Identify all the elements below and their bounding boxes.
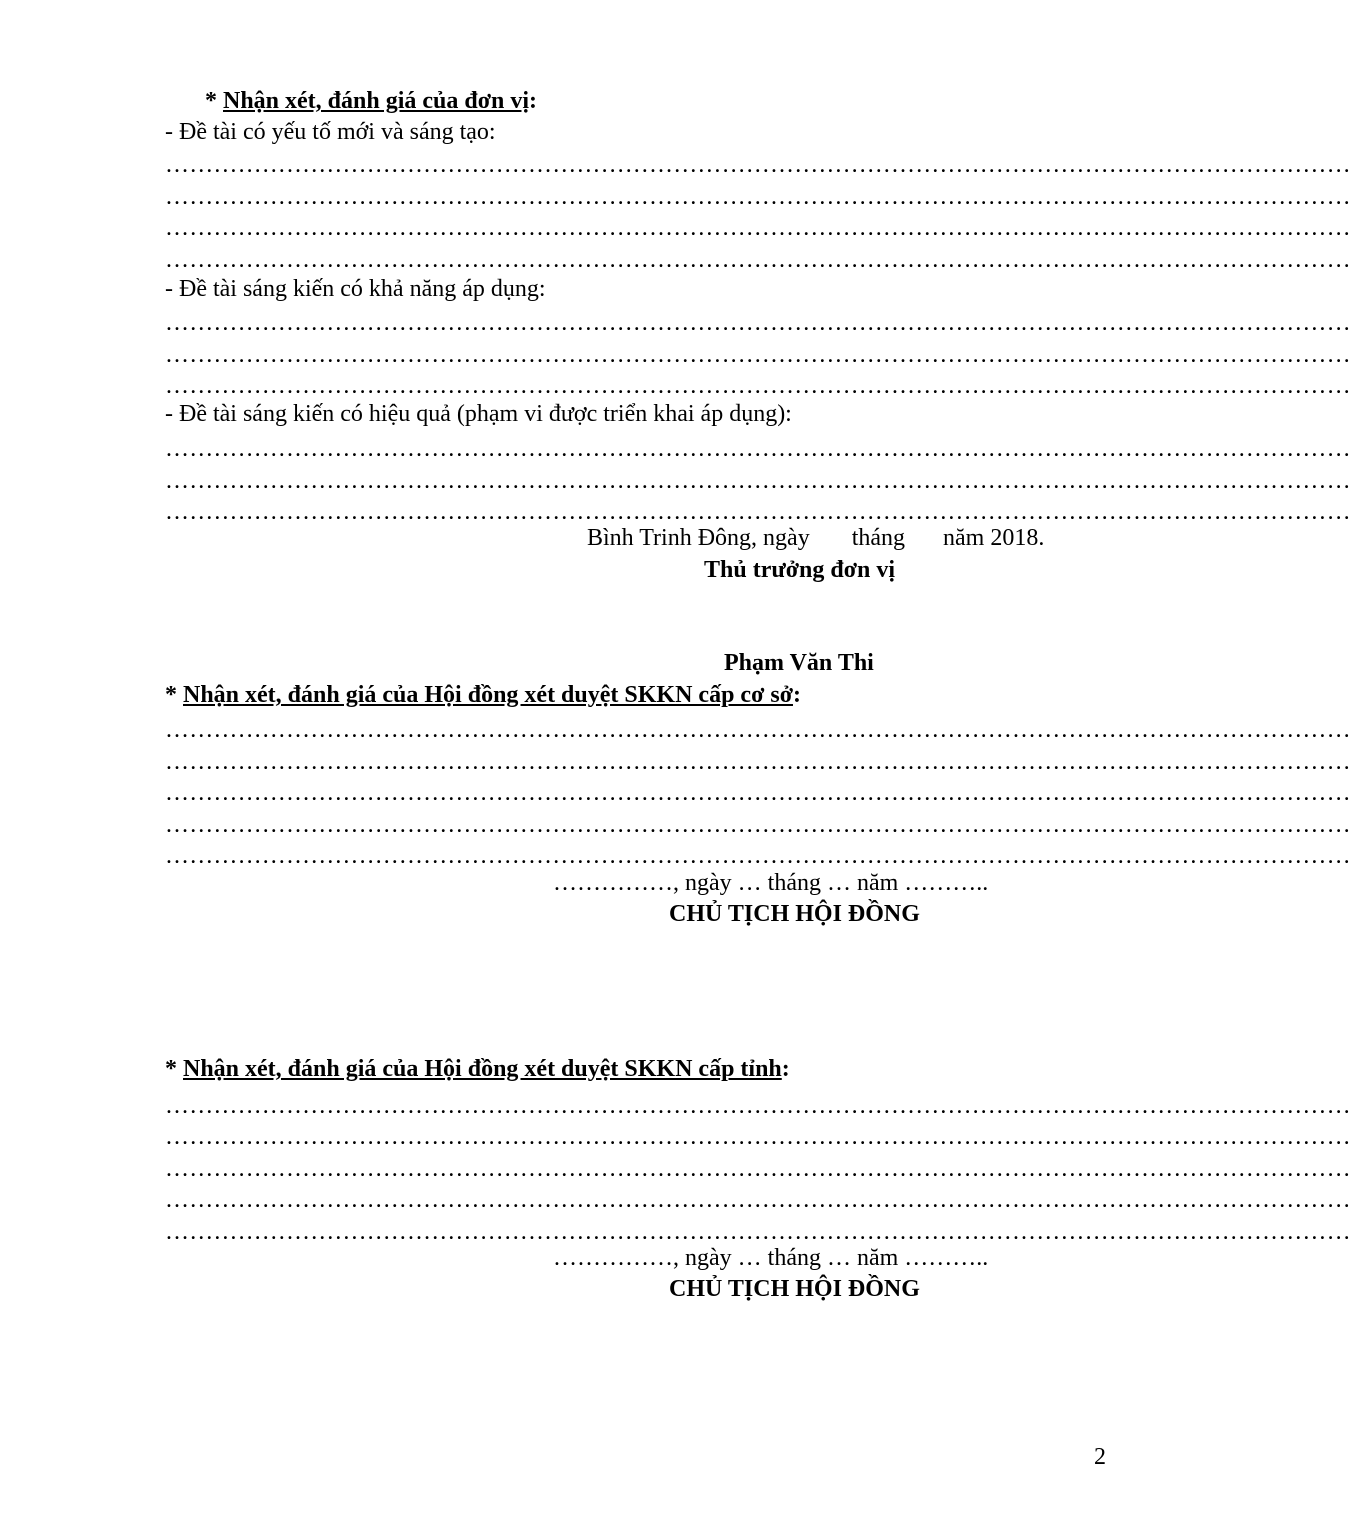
section3-signer-title: CHỦ TỊCH HỘI ĐỒNG — [669, 1276, 920, 1302]
section1-date-month: tháng — [851, 525, 906, 551]
section2-star: * — [165, 682, 183, 708]
dot-line: ………………………………………………………………………………………………………………………………… — [165, 812, 1351, 838]
dot-line: ………………………………………………………………………………………………………………………………… — [165, 1093, 1351, 1119]
dot-line: ………………………………………………………………………………………………………………………………… — [165, 184, 1351, 210]
section1-item-3: - Đề tài sáng kiến có hiệu quả (phạm vi được triển khai áp dụng): — [165, 401, 792, 427]
dot-line: ………………………………………………………………………………………………………………………………… — [165, 342, 1351, 368]
dot-line: ………………………………………………………………………………………………………………………………… — [165, 1187, 1351, 1213]
section3-colon: : — [781, 1056, 790, 1082]
section3-title: Nhận xét, đánh giá của Hội đồng xét duyệt SKKN cấp tỉnh — [183, 1056, 782, 1082]
section1-date-year: năm 2018. — [943, 525, 1045, 551]
dot-line: ………………………………………………………………………………………………………………………………… — [165, 468, 1351, 494]
dot-line: ………………………………………………………………………………………………………………………………… — [165, 1124, 1351, 1150]
section1-star: * — [205, 88, 223, 114]
section2-date-line: ……………, ngày … tháng … năm ……….. — [553, 870, 989, 896]
page-number: 2 — [1094, 1444, 1106, 1470]
dot-line: ………………………………………………………………………………………………………………………………… — [165, 215, 1351, 241]
section2-heading — [165, 680, 801, 710]
dot-line: ………………………………………………………………………………………………………………………………… — [165, 247, 1351, 273]
dot-line: ………………………………………………………………………………………………………………………………… — [165, 749, 1351, 775]
dot-line: ………………………………………………………………………………………………………………………………… — [165, 152, 1351, 178]
section1-heading — [205, 86, 537, 116]
section2-signer-title: CHỦ TỊCH HỘI ĐỒNG — [669, 901, 920, 927]
section1-date-line — [587, 523, 1044, 553]
dot-line: ………………………………………………………………………………………………………………………………… — [165, 310, 1351, 336]
section1-signer-name: Phạm Văn Thi — [724, 650, 874, 676]
dot-line: ………………………………………………………………………………………………………………………………… — [165, 373, 1351, 399]
dot-line: ………………………………………………………………………………………………………………………………… — [165, 436, 1351, 462]
section2-colon: : — [792, 682, 801, 708]
section1-title: Nhận xét, đánh giá của đơn vị — [223, 88, 530, 114]
section1-colon: : — [529, 88, 538, 114]
dot-line: ………………………………………………………………………………………………………………………………… — [165, 717, 1351, 743]
dot-line: ………………………………………………………………………………………………………………………………… — [165, 780, 1351, 806]
section1-item-1: - Đề tài có yếu tố mới và sáng tạo: — [165, 119, 496, 145]
section3-star: * — [165, 1056, 183, 1082]
section2-title: Nhận xét, đánh giá của Hội đồng xét duyệt SKKN cấp cơ sở — [183, 682, 793, 708]
section1-signer-title: Thủ trưởng đơn vị — [704, 557, 896, 583]
dot-line: ………………………………………………………………………………………………………………………………… — [165, 499, 1351, 525]
section3-date-line: ……………, ngày … tháng … năm ……….. — [553, 1245, 989, 1271]
dot-line: ………………………………………………………………………………………………………………………………… — [165, 1156, 1351, 1182]
dot-line: ………………………………………………………………………………………………………………………………… — [165, 1219, 1351, 1245]
section3-heading — [165, 1054, 790, 1084]
dot-line: ………………………………………………………………………………………………………………………………… — [165, 843, 1351, 869]
section1-date-place: Bình Trinh Đông, ngày — [587, 525, 810, 551]
section1-item-2: - Đề tài sáng kiến có khả năng áp dụng: — [165, 276, 546, 302]
